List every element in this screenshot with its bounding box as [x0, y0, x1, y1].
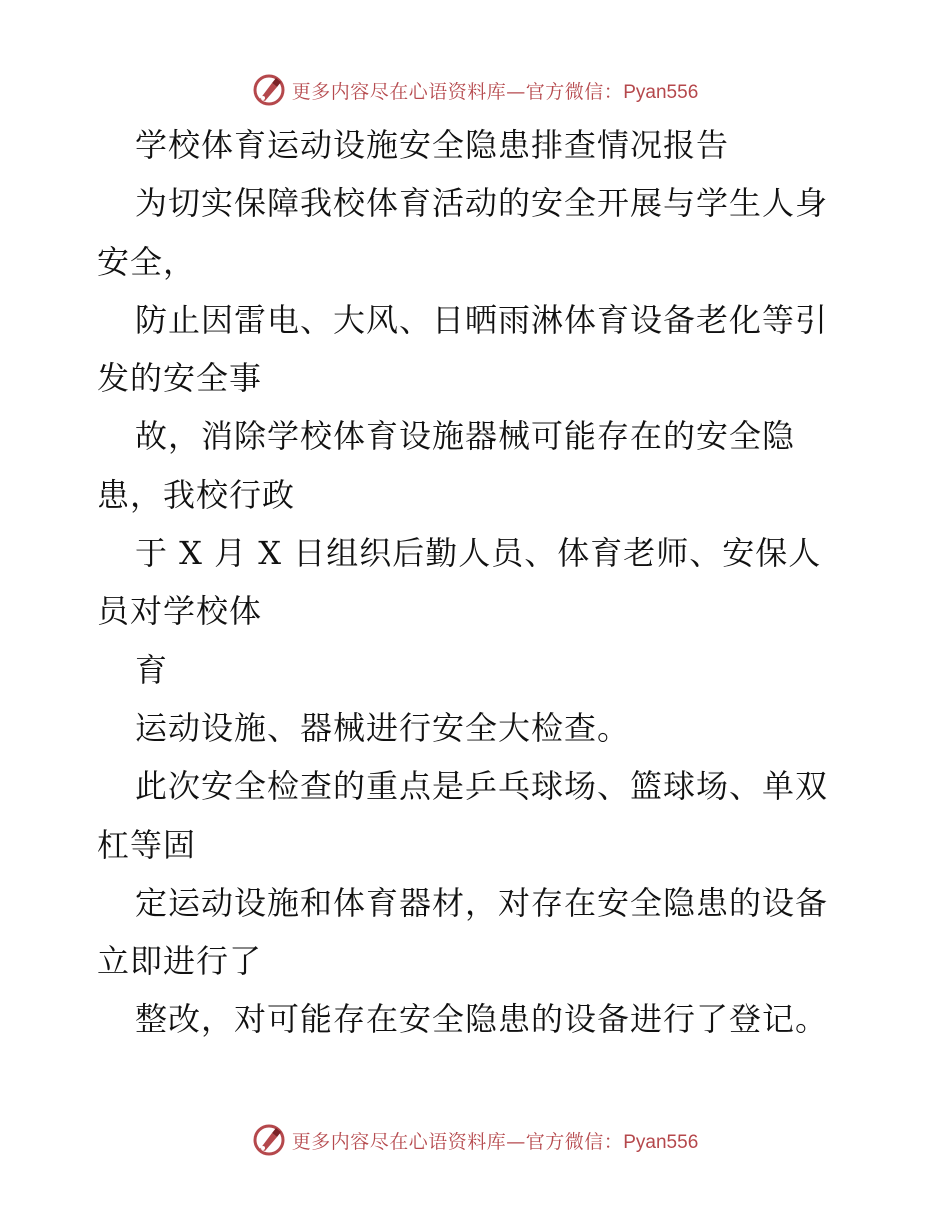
doc-line: 为切实保障我校体育活动的安全开展与学生人身 — [135, 184, 829, 223]
doc-line: 员对学校体 — [97, 592, 263, 631]
doc-line: 杠等固 — [97, 825, 197, 864]
doc-line: 防止因雷电、大风、日晒雨淋体育设备老化等引 — [135, 300, 829, 339]
pen-logo-icon — [252, 73, 286, 107]
doc-line: 患，我校行政 — [97, 475, 296, 514]
doc-line: 育 — [135, 650, 169, 689]
doc-line: 整改，对可能存在安全隐患的设备进行了登记。 — [135, 1000, 829, 1039]
banner-text: 更多内容尽在心语资料库—官方微信：Pyan556 — [291, 80, 699, 103]
banner-text: 更多内容尽在心语资料库—官方微信：Pyan556 — [291, 1130, 699, 1153]
doc-line: 学校体育运动设施安全隐患排查情况报告 — [135, 126, 730, 164]
document-body — [97, 116, 857, 1049]
doc-line: 立即进行了 — [97, 942, 263, 981]
footer-banner — [0, 1120, 950, 1160]
banner-wechat-id: Pyan556 — [623, 81, 699, 103]
header-banner — [0, 70, 950, 110]
doc-line: 安全， — [97, 242, 197, 281]
pen-logo-icon — [252, 1123, 286, 1157]
doc-line: 发的安全事 — [97, 359, 263, 398]
doc-line: 故，消除学校体育设施器械可能存在的安全隐 — [135, 417, 796, 456]
doc-line: 于 X 月 X 日组织后勤人员、体育老师、安保人 — [135, 534, 822, 573]
banner-wechat-id: Pyan556 — [623, 1131, 699, 1153]
doc-line: 定运动设施和体育器材，对存在安全隐患的设备 — [135, 883, 829, 922]
doc-line: 运动设施、器械进行安全大检查。 — [135, 708, 631, 747]
doc-line: 此次安全检查的重点是乒乓球场、篮球场、单双 — [135, 767, 829, 806]
